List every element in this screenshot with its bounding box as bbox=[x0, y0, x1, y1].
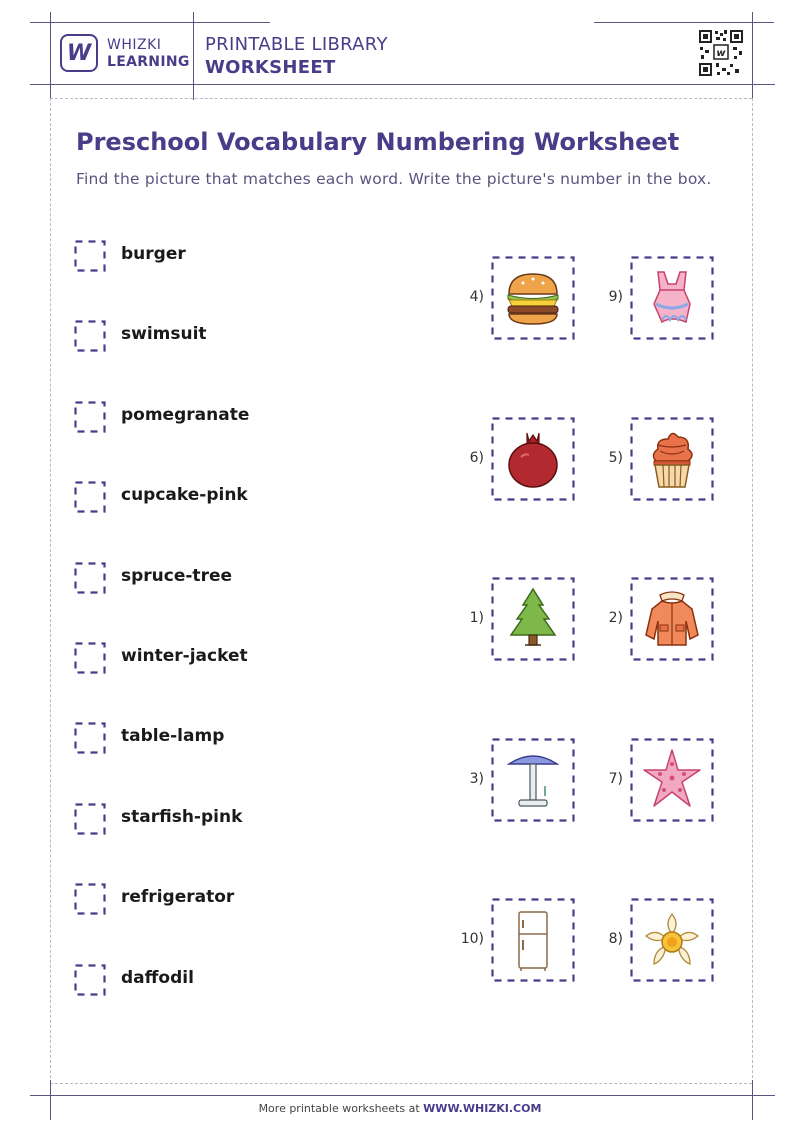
footer-site-link[interactable]: WWW.WHIZKI.COM bbox=[423, 1102, 542, 1115]
word-row bbox=[74, 320, 404, 354]
answer-box[interactable] bbox=[74, 320, 106, 352]
answer-box[interactable] bbox=[74, 401, 106, 433]
picture-tile bbox=[491, 738, 575, 822]
answer-box[interactable] bbox=[74, 642, 106, 674]
picture-number: 4) bbox=[469, 289, 484, 305]
word-row bbox=[74, 642, 404, 676]
picture-number: 6) bbox=[469, 449, 484, 466]
picture-tile bbox=[630, 256, 714, 340]
pomegranate-icon bbox=[499, 425, 567, 493]
qr-code-icon bbox=[697, 28, 745, 78]
library-label: PRINTABLE LIBRARY bbox=[205, 34, 388, 55]
daffodil-icon bbox=[638, 906, 706, 974]
picture-number: 9) bbox=[608, 289, 623, 305]
picture-number: 1) bbox=[469, 610, 484, 626]
answer-box[interactable] bbox=[74, 481, 106, 513]
word-row bbox=[74, 964, 404, 998]
vocab-word: refrigerator bbox=[121, 887, 235, 908]
word-row bbox=[74, 722, 404, 756]
refrigerator-icon bbox=[499, 906, 567, 974]
spruce-tree-icon bbox=[499, 585, 567, 653]
picture-tile bbox=[491, 898, 575, 982]
vocab-word: spruce-tree bbox=[121, 565, 233, 586]
starfish-icon bbox=[638, 746, 706, 814]
whizki-logo bbox=[60, 34, 98, 72]
winter-jacket-icon bbox=[638, 585, 706, 653]
picture-number: 2) bbox=[608, 610, 623, 626]
worksheet-label: WORKSHEET bbox=[205, 57, 336, 78]
word-row bbox=[74, 481, 404, 515]
word-row bbox=[74, 803, 404, 837]
picture-tile bbox=[630, 577, 714, 661]
picture-tile bbox=[630, 417, 714, 501]
brand-subname: LEARNING bbox=[107, 54, 190, 70]
vocab-word: starfish-pink bbox=[121, 806, 243, 827]
answer-box[interactable] bbox=[74, 562, 106, 594]
answer-box[interactable] bbox=[74, 964, 106, 996]
picture-tile bbox=[491, 417, 575, 501]
picture-tile bbox=[630, 898, 714, 982]
vocab-word: winter-jacket bbox=[121, 646, 248, 666]
picture-tile bbox=[491, 256, 575, 340]
table-lamp-icon bbox=[499, 746, 567, 814]
picture-number: 10) bbox=[460, 931, 484, 947]
footer-prefix: More printable worksheets at bbox=[258, 1102, 424, 1115]
vocab-word: cupcake-pink bbox=[121, 485, 248, 506]
answer-box[interactable] bbox=[74, 803, 106, 835]
svg-text:w: w bbox=[716, 48, 726, 59]
answer-box[interactable] bbox=[74, 240, 106, 272]
word-row bbox=[74, 240, 404, 274]
answer-box[interactable] bbox=[74, 883, 106, 915]
word-row bbox=[74, 883, 404, 917]
vocab-word: burger bbox=[121, 244, 186, 264]
vocab-word: table-lamp bbox=[121, 726, 225, 747]
vocab-word: swimsuit bbox=[121, 324, 207, 345]
word-row bbox=[74, 401, 404, 435]
picture-number: 8) bbox=[608, 931, 623, 947]
burger-icon bbox=[499, 264, 567, 332]
word-row bbox=[74, 562, 404, 596]
picture-number: 7) bbox=[608, 770, 623, 787]
vocab-word: daffodil bbox=[121, 967, 194, 988]
picture-tile bbox=[491, 577, 575, 661]
brand-name: WHIZKI bbox=[107, 37, 162, 53]
picture-number: 5) bbox=[608, 449, 623, 466]
logo-letter: W bbox=[66, 40, 92, 66]
picture-tile bbox=[630, 738, 714, 822]
instructions: Find the picture that matches each word. Write the picture's number in the box. bbox=[76, 170, 712, 188]
picture-number: 3) bbox=[469, 770, 484, 787]
answer-box[interactable] bbox=[74, 722, 106, 754]
footer bbox=[0, 1102, 800, 1115]
vocab-word: pomegranate bbox=[121, 404, 250, 425]
cupcake-icon bbox=[638, 425, 706, 493]
swimsuit-icon bbox=[638, 264, 706, 332]
worksheet-title: Preschool Vocabulary Numbering Worksheet bbox=[76, 128, 680, 156]
